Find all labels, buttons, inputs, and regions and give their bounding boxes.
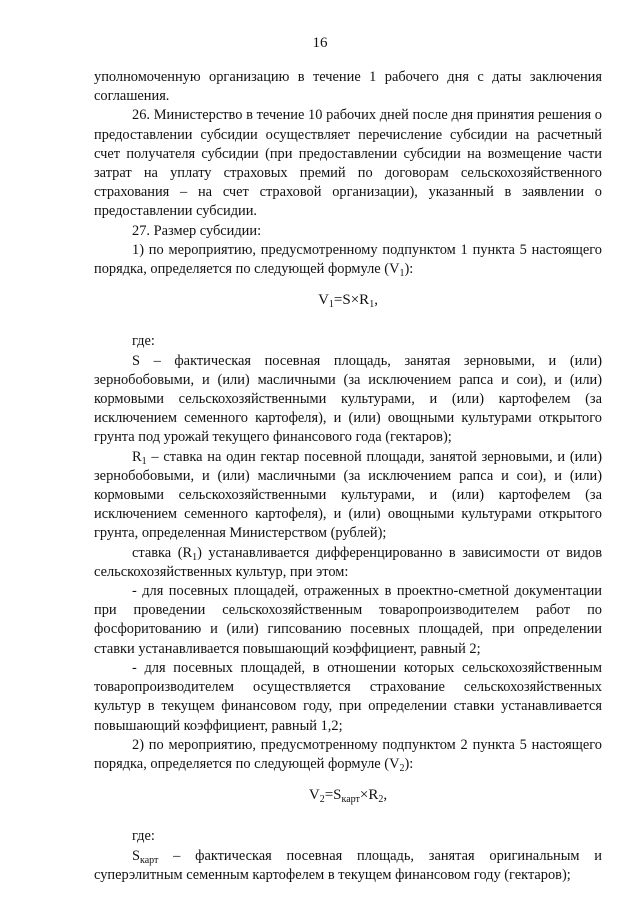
subscript: 1 [399,268,405,280]
formula-sub: 1 [369,299,375,311]
formula-v2 [94,786,602,805]
rate-text-b: ) устанавливается дифференцированно в зависимости от видов сельскохозяйственных культур, при этом: [94,544,602,580]
page-number: 16 [312,35,328,51]
formula-part: ×R [359,787,379,804]
formula-v1 [94,291,602,310]
paragraph-27-1-text: 1) по мероприятию, предусмотренному подпунктом 1 пункта 5 настоящего порядка, определяется по следующей формуле (V [94,241,602,278]
definition-skart [94,847,602,885]
formula-part: =S [324,787,342,804]
paragraph-26: 26. Министерство в течение 10 рабочих дней после дня принятия решения о предоставлении субсидии осуществляет перечисление субсидии на расчетный счет получателя субсидии (при предоставлении субсидии на возмещение части затрат на уплату страховых премий по договорам сельскохозяйственного страхования – на счет страховой организации), указанный в заявлении о предоставлении субсидии. [94,107,602,220]
dash-item-1: - для посевных площадей, отраженных в проектно-сметной документации при проведении сельскохозяйственным товаропроизводителем работ по фосфоритованию и (или) гипсованию посевных площадей, при определении ставки устанавливается повышающий коэффициент, равный 2; [94,583,602,657]
formula-part: V [308,787,320,804]
dash-item-2: - для посевных площадей, в отношении которых сельскохозяйственным товаропроизводителем осуществляется страхование сельскохозяйственных культур в текущем финансовом году, при определении ставки устанавливается повышающий коэффициент, равный 1,2; [94,659,602,734]
formula-sub: карт [341,794,360,806]
symbol: R [132,448,142,465]
formula-part: =S×R [333,292,370,309]
paragraph-27-1 [94,241,602,279]
subscript: карт [140,854,159,866]
where-label-1: где: [132,333,155,350]
symbol: S [132,847,141,864]
formula-part: , [383,787,388,804]
paragraph-continuation: уполномоченную организацию в течение 1 рабочего дня с даты заключения соглашения. [94,69,602,105]
document-body [94,68,602,885]
rate-text-a: ставка (R [132,544,193,561]
paragraph-27-2-end: ): [404,755,414,772]
formula-part: V [318,292,329,309]
paragraph-27-2 [94,736,602,774]
definition-text: – ставка на один гектар посевной площади, занятой зерновыми, и (или) зернобобовыми, и (или) масличными (за исключением рапса и сои), и (или) кормовыми сельскохозяйственными культурами, и (или) картофелем (за исключением семенного картофеля), и (или) овощными культурами открытого грунта, определенная Министерством (рублей); [94,448,602,542]
formula-part: , [374,292,378,309]
subscript: 1 [141,455,147,467]
subscript: 2 [399,762,405,774]
subscript: 1 [192,551,198,563]
formula-sub: 2 [378,794,384,806]
definition-s: S – фактическая посевная площадь, занятая зерновыми, и (или) зернобобовыми, и (или) масличными (за исключением рапса и сои), и (или) кормовыми сельскохозяйственными культурами, и (или) картофелем (за исключением семенного картофеля), и (или) овощными культурами открытого грунта под урожай текущего финансового года (гектаров); [94,352,602,446]
paragraph-27-1-end: ): [404,261,414,278]
definition-text: – фактическая посевная площадь, занятая оригинальным и суперэлитным семенным картофелем в текущем финансовом году (гектаров); [94,847,602,883]
rate-paragraph [94,544,602,582]
formula-sub: 1 [328,299,334,311]
where-label-2: где: [132,828,155,845]
paragraph-27-2-text: 2) по мероприятию, предусмотренному подпунктом 2 пункта 5 настоящего порядка, определяется по следующей формуле (V [94,736,602,772]
paragraph-27: 27. Размер субсидии: [132,222,262,239]
formula-sub: 2 [319,794,325,806]
definition-r1 [94,448,602,544]
